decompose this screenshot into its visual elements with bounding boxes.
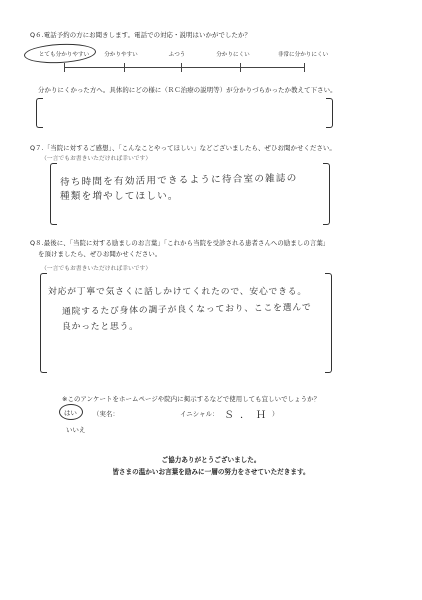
q8-question-line-1: Q８.最後に、「当院に対する励ましのお言葉」「これから当院を受診される患者さんへの励ましの言葉」: [30, 239, 330, 247]
bracket-right: [326, 98, 333, 128]
q6-question: Q６.電話予約の方にお聞きします。電話での対応・説明はいかがでしたか？: [30, 31, 251, 39]
bracket-left: [40, 273, 47, 373]
consent-selection-circle: [59, 404, 83, 420]
q6-tick: [304, 63, 305, 72]
q6-tick: [64, 63, 65, 72]
q7-answer-line-1: 待ち時間を有効活用できるように待合室の雑誌の: [59, 172, 298, 189]
real-name-label: （実名：: [93, 410, 119, 418]
q7-answer-line-2: 種類を増やしてほしい。: [60, 191, 179, 202]
q8-answer-line-2: 通院するたび身体の調子が良くなっており、ここを選んで: [61, 302, 312, 318]
consent-yes-option[interactable]: はい: [64, 409, 77, 417]
thanks-line-2: 皆さまの温かいお言葉を励みに一層の努力をさせていただきます。: [112, 468, 310, 476]
initial-close-paren: ）: [272, 410, 279, 418]
q6-tick: [181, 63, 182, 72]
bracket-right: [325, 273, 332, 373]
q8-question-line-2: を頂けましたら、ぜひお聞かせください。: [38, 250, 162, 258]
q6-option-very-clear[interactable]: とても分かりやすい: [38, 52, 90, 58]
initial-value[interactable]: Ｓ．Ｈ: [224, 410, 272, 421]
q7-question: Q７.「当院に対するご感想」、「こんなことやってほしい」などございましたら、ぜひお聞かせください。: [30, 144, 336, 152]
bracket-left: [36, 98, 43, 128]
thanks-line-1: ご協力ありがとうございました。: [161, 456, 261, 464]
q6-scale-line: [64, 67, 305, 68]
q6-option-clear[interactable]: 分かりやすい: [104, 52, 138, 58]
q6-tick: [240, 63, 241, 72]
q7-note: （一言でもお書きいただければ幸いです）: [41, 156, 152, 162]
q6-option-unclear[interactable]: 分かりにくい: [216, 52, 250, 58]
q6-followup-question: 分かりにくかった方へ。具体的にどの様に（ＲＣ治療の説明等）が分かりづらかったか教えて下さい。: [38, 86, 337, 94]
initial-label: イニシャル：: [180, 410, 219, 418]
q8-answer-line-3: 良かったと思う。: [62, 322, 139, 332]
q8-note: （一言でもお書きいただければ幸いです）: [41, 266, 152, 272]
q6-option-very-unclear[interactable]: 非常に分かりにくい: [277, 52, 329, 58]
q8-answer-line-1: 対応が丁寧で気さくに話しかけてくれたので、安心できる。: [48, 287, 307, 297]
bracket-right: [323, 163, 330, 225]
consent-no-option[interactable]: いいえ: [66, 426, 86, 434]
q6-selection-circle: [24, 42, 97, 65]
bracket-left: [50, 163, 57, 225]
q6-option-neutral[interactable]: ふつう: [168, 52, 186, 58]
consent-question: ※このアンケートをホームページや院内に掲示するなどで使用しても宜しいでしょうか？: [62, 395, 321, 403]
q6-tick: [124, 63, 125, 72]
